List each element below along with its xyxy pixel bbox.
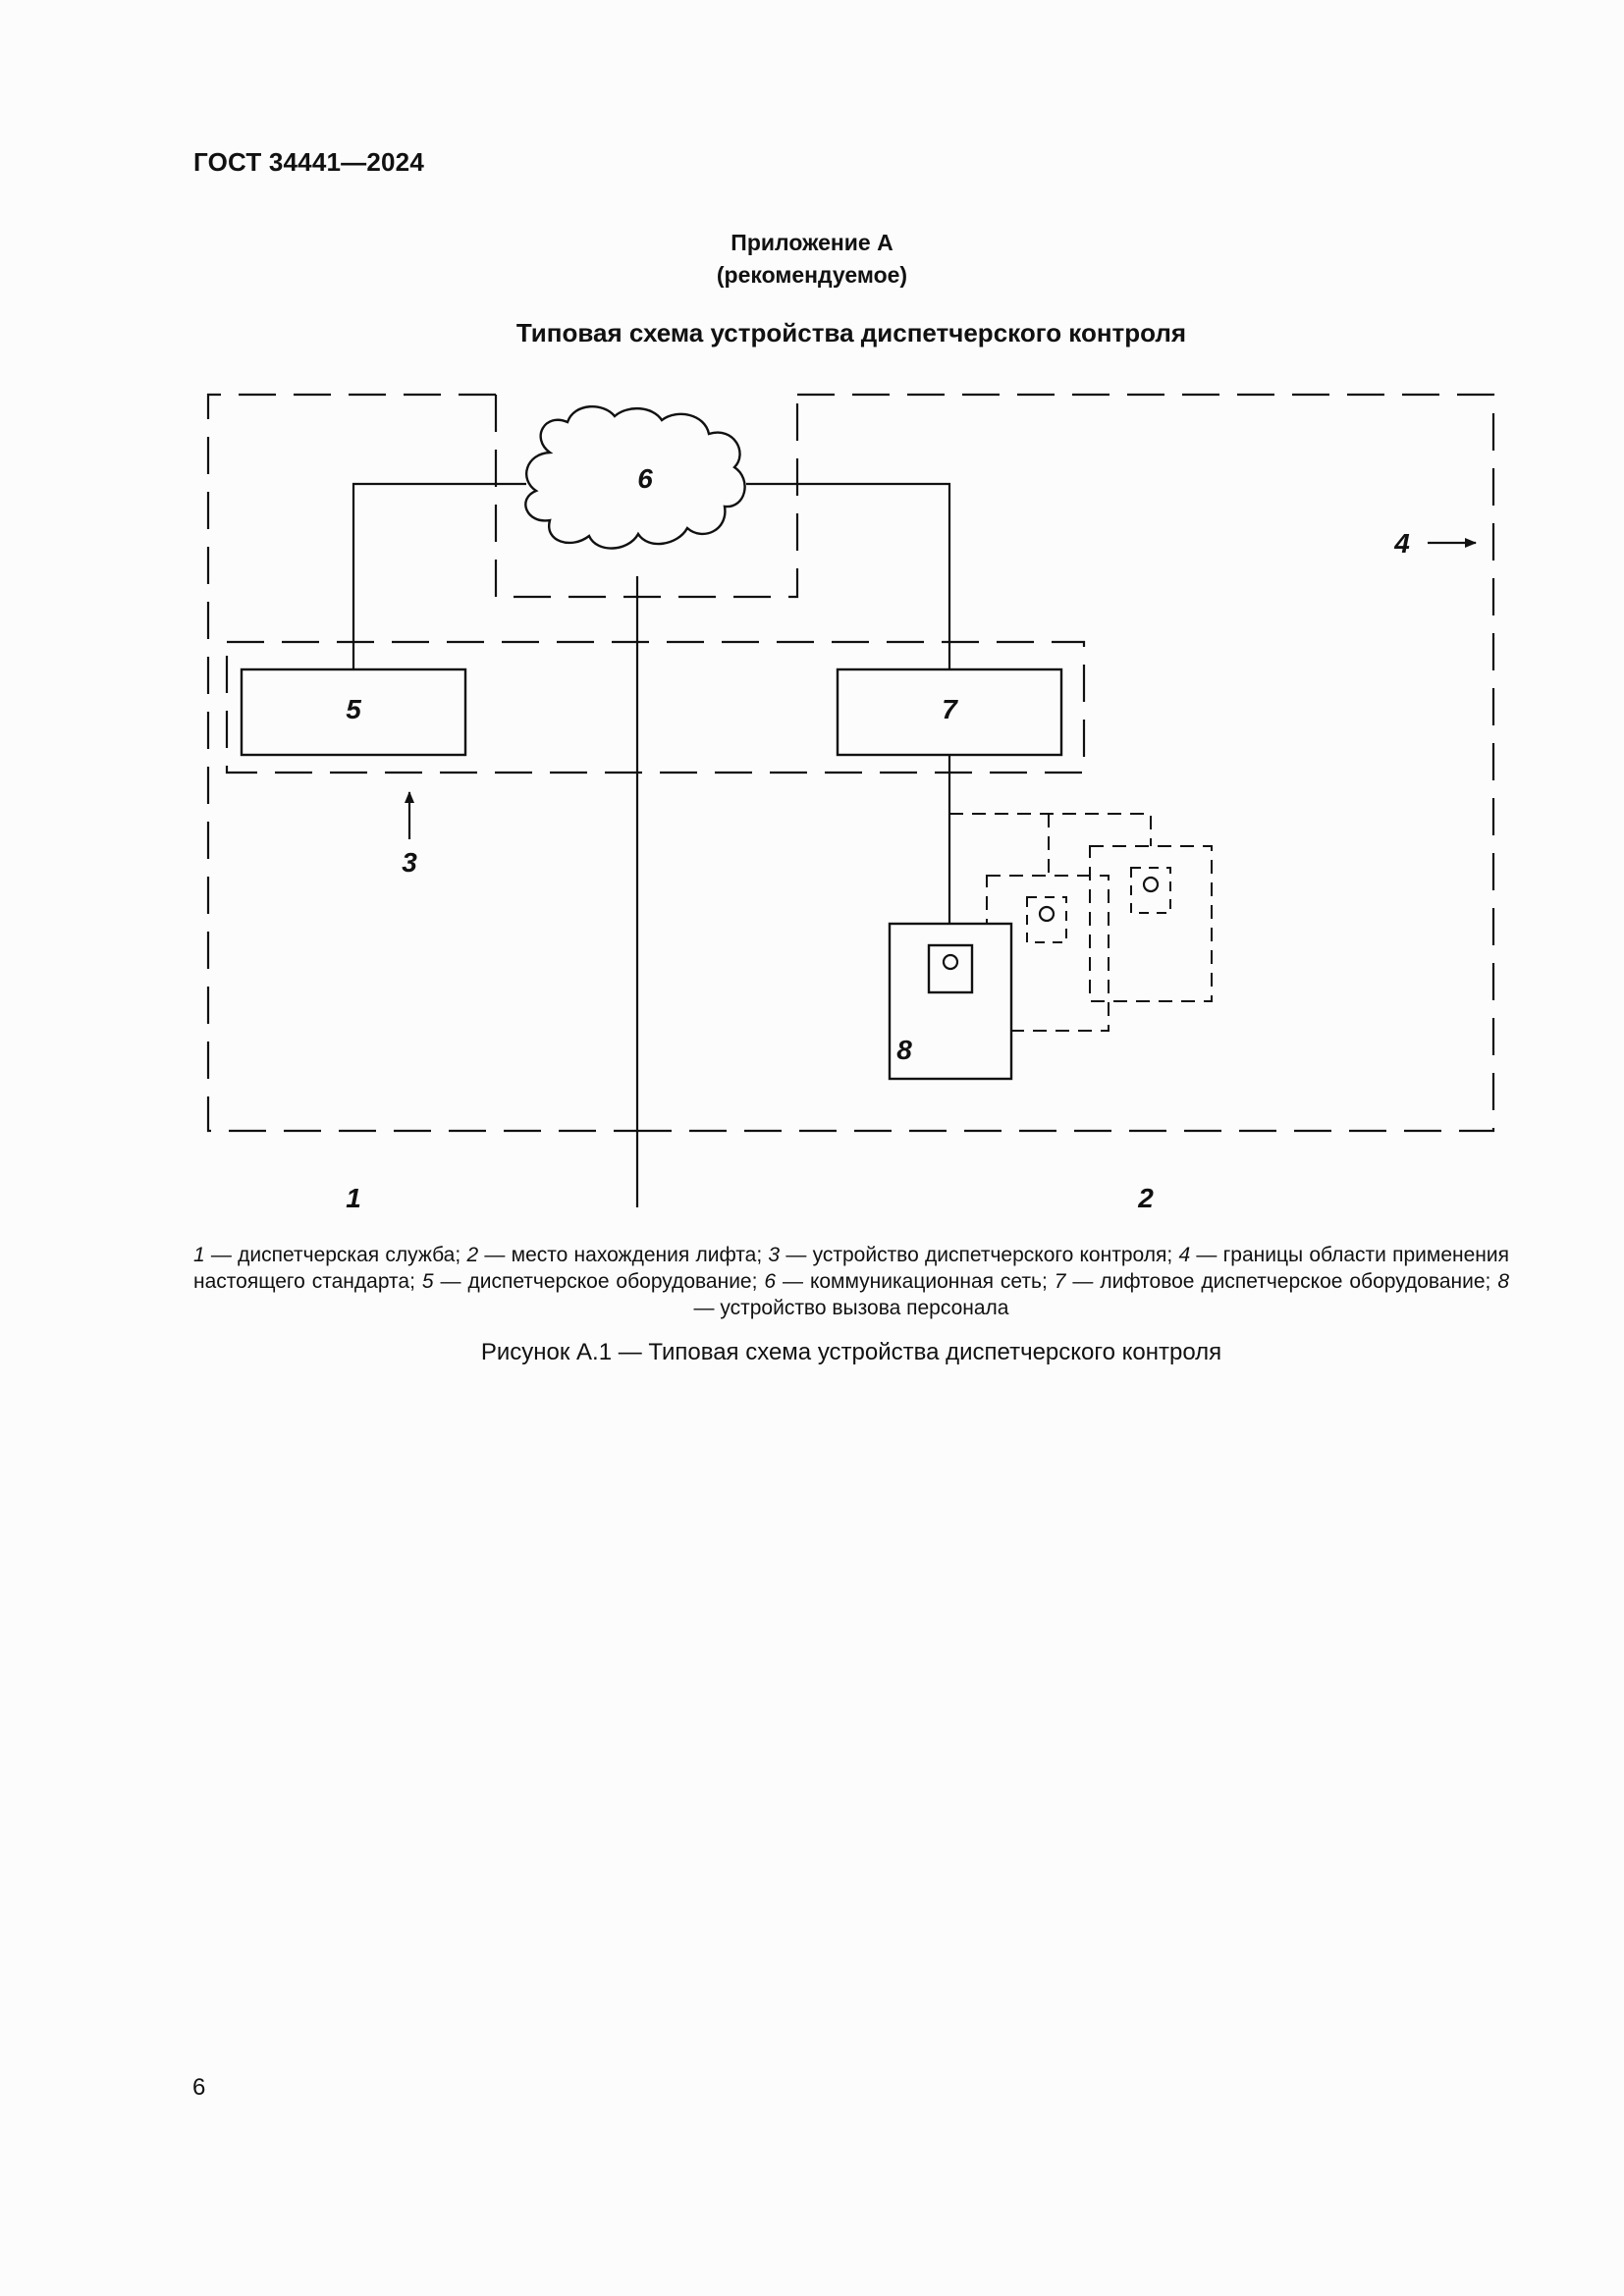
legend-item: 2 — место нахождения лифта; bbox=[466, 1244, 763, 1266]
lift-location-zone bbox=[637, 395, 1493, 1131]
page-number: 6 bbox=[192, 2074, 206, 2101]
legend-item: 5 — диспетчерское оборудование; bbox=[421, 1270, 758, 1293]
appendix-title: Типовая схема устройства диспетчерского контроля bbox=[515, 318, 1187, 347]
network-zone bbox=[496, 395, 797, 597]
label-1: 1 bbox=[346, 1183, 361, 1213]
legend-item: 6 — коммуникационная сеть; bbox=[764, 1270, 1048, 1293]
call-device-group-line bbox=[949, 814, 1151, 874]
label-5: 5 bbox=[346, 694, 361, 724]
legend-item: 7 — лифтовое диспетчерское оборудование; bbox=[1054, 1270, 1491, 1293]
legend-item: 4 — границы области применения настоящего стандарта; bbox=[193, 1244, 1509, 1293]
legend-item: 1 — диспетчерская служба; bbox=[193, 1244, 461, 1266]
figure-caption: Рисунок А.1 — Типовая схема устройства диспетчерского контроля bbox=[480, 1339, 1222, 1365]
appendix-label: Приложение А bbox=[731, 230, 893, 255]
label-7: 7 bbox=[942, 694, 957, 724]
label-8: 8 bbox=[896, 1035, 912, 1065]
label-4: 4 bbox=[1394, 528, 1410, 559]
label-3: 3 bbox=[402, 847, 417, 878]
call-button-3-icon bbox=[1144, 878, 1158, 891]
dispatch-service-zone bbox=[208, 395, 637, 1131]
label-2: 2 bbox=[1138, 1183, 1154, 1213]
call-button-2-icon bbox=[1040, 907, 1054, 921]
legend-item: 8 — устройство вызова персонала bbox=[693, 1270, 1510, 1319]
appendix-status: (рекомендуемое) bbox=[716, 262, 908, 288]
link-5-to-network bbox=[353, 484, 526, 669]
standard-number: ГОСТ 34441—2024 bbox=[193, 147, 424, 177]
label-6: 6 bbox=[637, 463, 653, 494]
communication-network-cloud bbox=[525, 406, 744, 548]
figure-legend bbox=[193, 1242, 1509, 1321]
legend-item: 3 — устройство диспетчерского контроля; bbox=[768, 1244, 1173, 1266]
